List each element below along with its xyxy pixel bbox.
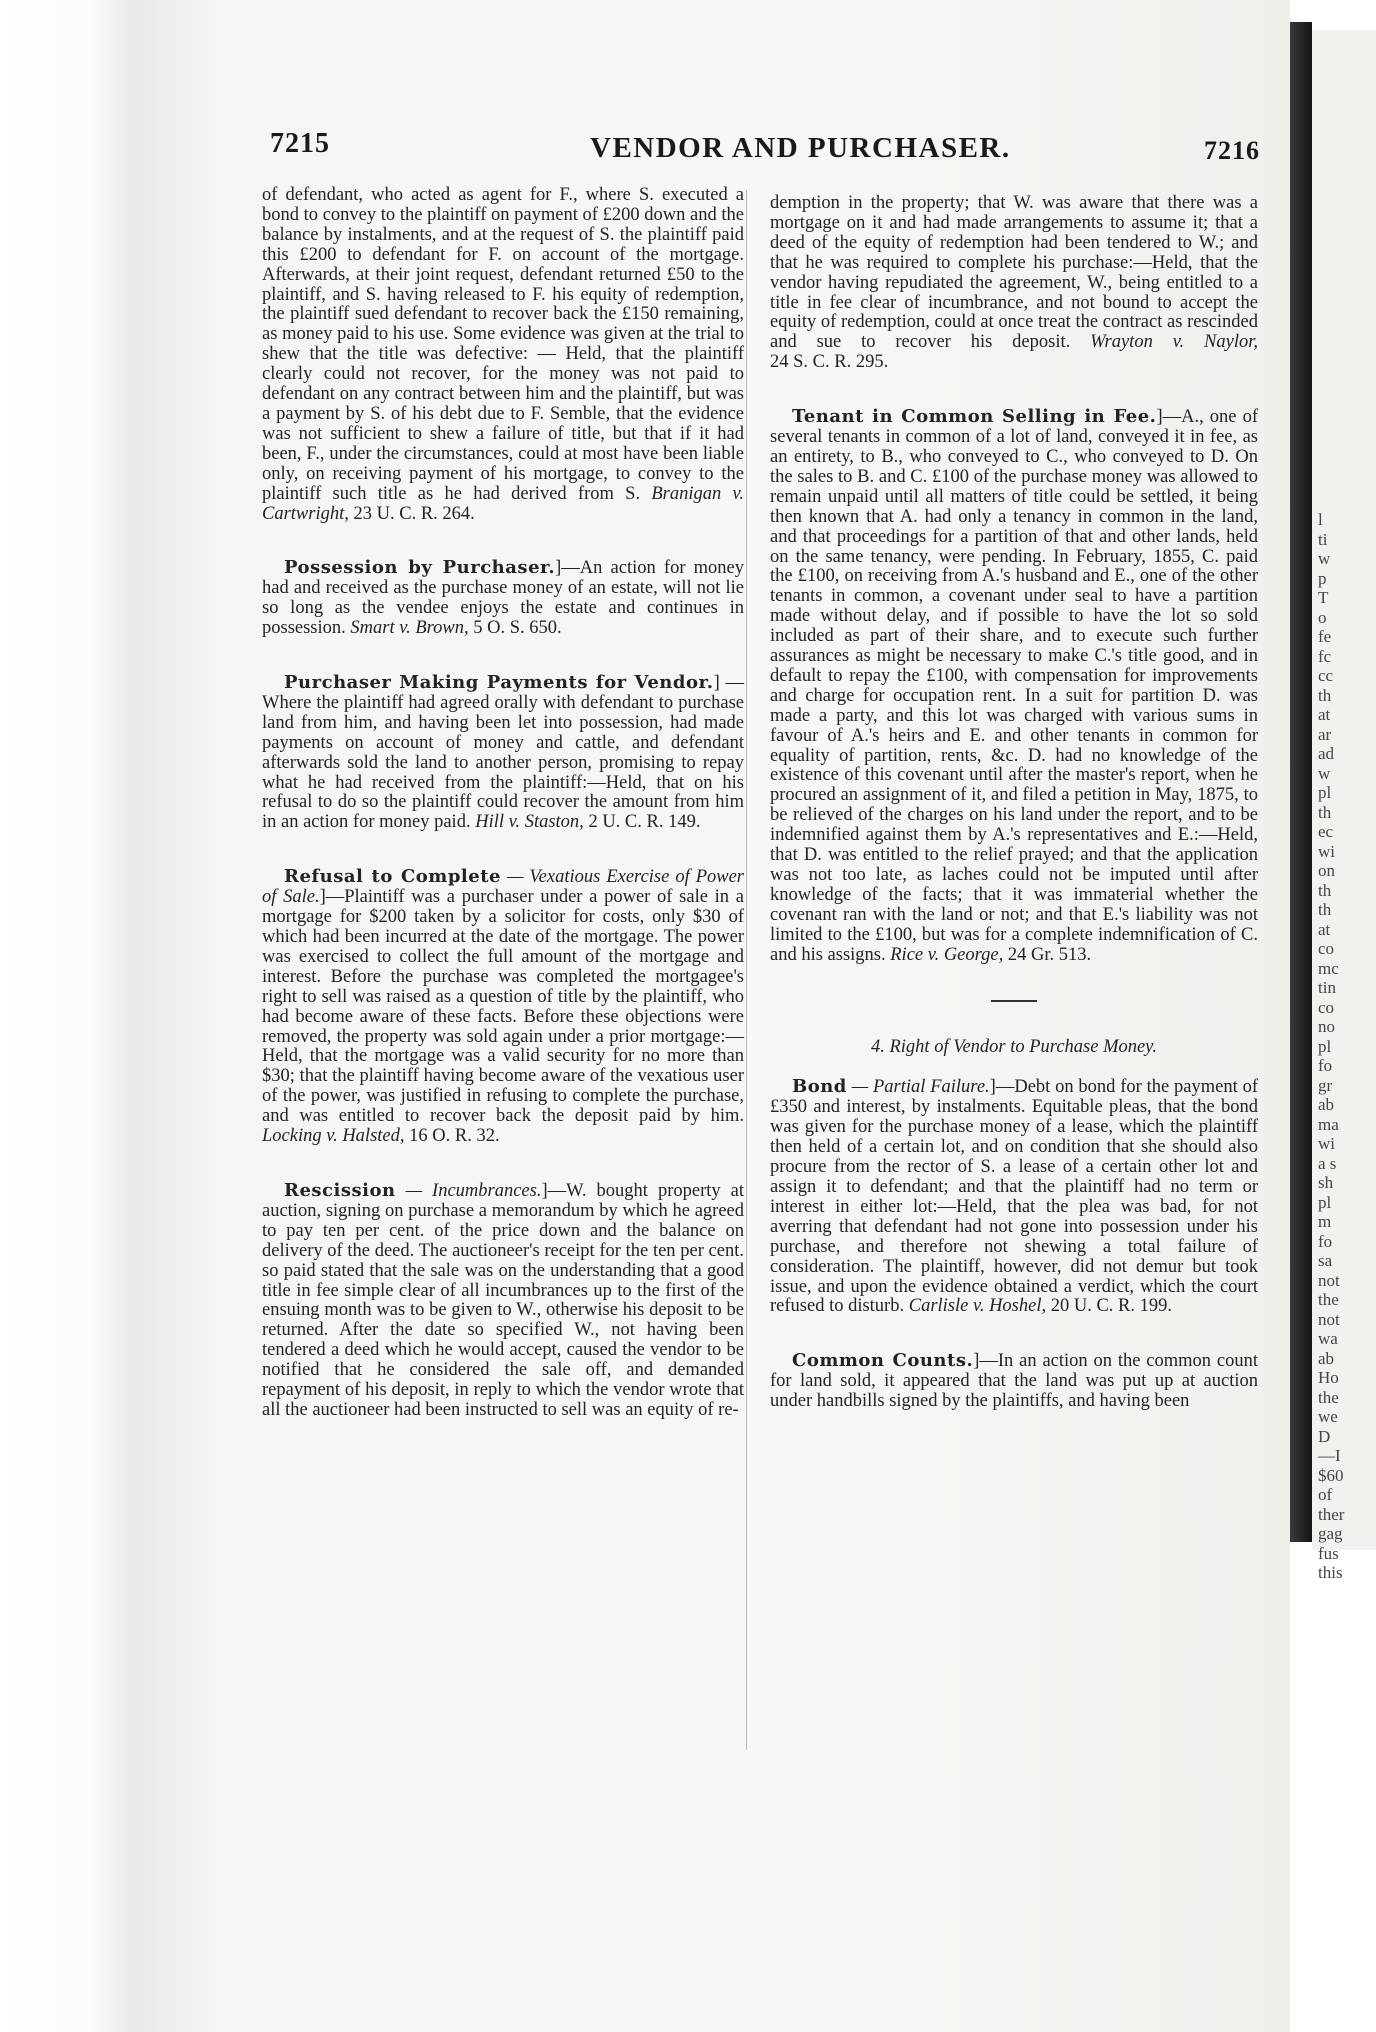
adjacent-page-fragment: p xyxy=(1318,568,1327,588)
adjacent-page-fragment: w xyxy=(1318,763,1331,783)
entry-text: ]—An action for money had and received as the purchase money of an estate, will not lie so long as the vendee enjoys the estate and continues in possession. xyxy=(262,558,744,639)
adjacent-page-fragment: th xyxy=(1318,685,1332,705)
adjacent-page-fragment: a s xyxy=(1318,1153,1337,1173)
entry-text: of defendant, who acted as agent for F., where S. executed a bond to convey to the plaintiff on payment of £200 down and the balance by instalments, and at the request of S. the plaintiff paid this £200 to defendant for F. on account of the mortgage. Afterwards, at their joint request, defendant returned £50 to the plaintiff, and S. having released to F. his equity of redemption, the plaintiff sued defendant to recover back the £150 remaining, as money paid to his use. Some evidence was given at the trial to shew that the title was defective: — Held, that the plaintiff clearly could not recover, for the money was not paid to defendant on any contract between him and the plaintiff, but was a payment by S. of his debt due to F. Semble, that the evidence was not sufficient to shew a failure of title, but that if it had been, F., under the circumstances, could at most have been liable only, on receiving payment of his mortgage, to convey to the plaintiff such title as he had derived from S. xyxy=(262,185,744,504)
case-name: Smart v. Brown, xyxy=(350,618,469,639)
case-name: Locking v. Halsted, xyxy=(262,1126,405,1147)
adjacent-page-fragment: fe xyxy=(1318,627,1332,646)
adjacent-page-fragment: fo xyxy=(1318,1056,1333,1075)
adjacent-page-fragment: tin xyxy=(1318,978,1336,997)
citation: 23 U. C. R. 264. xyxy=(353,503,475,524)
adjacent-page-fragment: Ho xyxy=(1318,1368,1339,1387)
digest-entry-bond xyxy=(770,1077,1258,1317)
adjacent-page-fragment: ma xyxy=(1318,1114,1339,1134)
adjacent-page-fragment: no xyxy=(1318,1017,1335,1036)
digest-entry-common-counts xyxy=(770,1351,1258,1412)
entry-heading: Tenant in Common Selling in Fee. xyxy=(792,406,1157,428)
adjacent-page-fragment: this xyxy=(1318,1563,1343,1582)
adjacent-page-fragment: th xyxy=(1318,802,1332,822)
adjacent-page-fragment: on xyxy=(1318,861,1335,880)
digest-entry-continuation xyxy=(770,194,1258,373)
citation: 24 S. C. R. 295. xyxy=(770,352,889,373)
adjacent-page-fragment: ti xyxy=(1318,529,1328,549)
entry-subheading: — Vexatious Exercise of Power of Sale. xyxy=(262,867,745,908)
adjacent-page-fragment: th xyxy=(1318,880,1332,900)
adjacent-page-fragment: pl xyxy=(1318,783,1332,802)
left-column xyxy=(262,186,744,1455)
adjacent-page-fragment: ad xyxy=(1318,744,1335,763)
entry-heading: Common Counts. xyxy=(792,1350,974,1372)
adjacent-page-fragment: ec xyxy=(1318,822,1334,841)
right-page-number: 7216 xyxy=(1204,136,1260,165)
citation: 16 O. R. 32. xyxy=(409,1126,500,1147)
entry-heading: Possession by Purchaser. xyxy=(284,557,556,579)
entry-text: ] — Where the plaintiff had agreed orally with defendant to purchase land from him, and having been let into possession, had made payments on account of money and cattle, and defendant afterwards sold the land to another person, promising to repay what he had received from the plaintiff:—Held, that on his refusal to do so the plaintiff could recover the amount from him in an action for money paid. xyxy=(262,673,744,833)
adjacent-page-fragment: wa xyxy=(1318,1329,1338,1348)
adjacent-page-fragment: sa xyxy=(1318,1251,1333,1270)
adjacent-page-fragment: of xyxy=(1318,1485,1333,1504)
entry-text: ]—In an action on the common count for land sold, it appeared that the land was put up at auction under handbills signed by the plaintiffs, and having been xyxy=(770,1351,1258,1412)
case-name: Branigan v. Cartwright, xyxy=(262,483,745,524)
adjacent-page-fragment: gr xyxy=(1318,1075,1333,1095)
adjacent-page-fragment: not xyxy=(1318,1309,1340,1329)
adjacent-page-fragment: fc xyxy=(1318,646,1332,666)
adjacent-page-fragment: ar xyxy=(1318,724,1332,744)
adjacent-page-fragment: the xyxy=(1318,1290,1339,1309)
citation: 5 O. S. 650. xyxy=(473,618,562,639)
left-margin xyxy=(0,0,128,2032)
book-binding xyxy=(1290,22,1312,1542)
adjacent-page-fragment: ab xyxy=(1318,1095,1335,1114)
adjacent-page-fragment: m xyxy=(1318,1212,1332,1231)
adjacent-page-fragment: the xyxy=(1318,1387,1339,1407)
case-name: Rice v. George, xyxy=(890,944,1004,965)
adjacent-page-fragment: ab xyxy=(1318,1348,1335,1368)
citation: 20 U. C. R. 199. xyxy=(1050,1296,1173,1317)
column-divider xyxy=(746,190,747,1750)
entry-heading: Refusal to Complete xyxy=(284,866,501,888)
entry-text: ]—Debt on bond for the payment of £350 and interest, by instalments. Equitable pleas, that the bond was given for the purchase money of a lease, which the plaintiff then held of a certain lot, and on condition that she should also procure from the rector of S. a lease of a certain other lot and assign it to defendant; and that the plaintiff had no term or interest in either lot:—Held, that the plea was bad, for not averring that defendant had not gone into possession under his purchase, and therefore not shewing a total failure of consideration. The plaintiff, however, did not demur but took issue, and upon the evidence obtained a verdict, which the court refused to disturb. xyxy=(770,1077,1258,1317)
entry-subheading: — Partial Failure. xyxy=(846,1077,990,1098)
section-rule xyxy=(991,1000,1037,1002)
adjacent-page-fragment: l xyxy=(1318,510,1323,529)
digest-entry-possession xyxy=(262,558,744,639)
entry-heading: Rescission xyxy=(284,1179,396,1201)
left-page-number: 7215 xyxy=(270,128,330,159)
case-name: Carlisle v. Hoshel, xyxy=(908,1296,1047,1317)
citation: 24 Gr. 513. xyxy=(1007,944,1092,965)
case-name: Hill v. Staston, xyxy=(475,812,584,833)
adjacent-page-fragment: gag xyxy=(1318,1524,1343,1543)
adjacent-page-fragment: not xyxy=(1318,1270,1340,1290)
digest-entry-continuation xyxy=(262,186,744,524)
adjacent-page-fragment: mc xyxy=(1318,958,1339,978)
adjacent-page-fragment: fus xyxy=(1318,1543,1339,1563)
adjacent-page-fragment: $60 xyxy=(1318,1465,1344,1485)
adjacent-page-fragment: —I xyxy=(1318,1446,1341,1465)
adjacent-page-fragment: pl xyxy=(1318,1192,1332,1212)
entry-text: ]—Plaintiff was a purchaser under a power of sale in a mortgage for $200 taken by a solicitor for costs, only $30 of which had been incurred at the date of the mortgage. The power was exercised to collect the full amount of the mortgage and interest. Before the purchase was completed the mortgagee's right to sell was raised as a question of title by the plaintiff, who had become aware of these facts. Before these objections were removed, the property was sold again under a prior mortgage:—Held, that the mortgage was a valid security for no more than $30; that the plaintiff having become aware of the vexatious user of the power, was justified in refusing to complete the purchase, and was entitled to recover back the deposit paid by him. xyxy=(262,887,744,1127)
entry-heading: Purchaser Making Payments for Vendor. xyxy=(284,672,714,694)
entry-text: ]—W. bought property at auction, signing on purchase a memorandum by which he agreed to pay ten per cent. of the price down and the balance on delivery of the deed. The auctioneer's receipt for the ten per cent. so paid stated that the sale was on the understanding that a good title in fee simple clear of all incumbrances up to the first of the ensuing month was to be given to W., otherwise his deposit to be returned. After the date so specified W., not having been tendered a deed which he would accept, caused the vendor to be notified that he considered the sale off, and demanded repayment of his deposit, in reply to which the vendor wrote that all the auctioneer had been instructed to sell was an equity of re- xyxy=(262,1180,744,1420)
adjacent-page-fragment: w xyxy=(1318,549,1331,568)
digest-entry-rescission xyxy=(262,1181,744,1421)
adjacent-page-fragment: D xyxy=(1318,1426,1331,1446)
page-header xyxy=(270,128,1260,168)
adjacent-page-fragment: we xyxy=(1318,1407,1338,1426)
entry-text: demption in the property; that W. was aware that there was a mortgage on it and had made arrangements to assume it; that a deed of the equity of redemption had been tendered to W.; and that he was required to complete his purchase:—Held, that the vendor having repudiated the agreement, W., being entitled to a title in fee clear of incumbrance, and not bound to accept the equity of redemption, could at once treat the contract as rescinded and sue to recover his deposit. xyxy=(770,193,1258,353)
adjacent-page-fragment: wi xyxy=(1318,1134,1335,1153)
section-title: 4. Right of Vendor to Purchase Money. xyxy=(870,1036,1158,1057)
adjacent-page-fragment: th xyxy=(1318,900,1332,919)
entry-subheading: — Incumbrances. xyxy=(395,1180,542,1201)
adjacent-page-fragment: pl xyxy=(1318,1036,1332,1056)
adjacent-page-fragment: at xyxy=(1318,705,1331,724)
adjacent-page-fragment: fo xyxy=(1318,1231,1333,1251)
citation: 2 U. C. R. 149. xyxy=(588,812,701,833)
adjacent-page-fragment: wi xyxy=(1318,841,1335,861)
adjacent-page-fragment: co xyxy=(1318,939,1335,958)
adjacent-page-fragment: o xyxy=(1318,607,1327,627)
adjacent-page-fragment: co xyxy=(1318,997,1335,1017)
adjacent-page-fragment: T xyxy=(1318,588,1329,607)
digest-entry-tenant xyxy=(770,407,1258,965)
entry-text: ]—A., one of several tenants in common of a lot of land, conveyed it in fee, as an entirety, to B., who conveyed to C., who conveyed to D. On the sales to B. and C. £100 of the purchase money was allowed to remain unpaid until all matters of title could be settled, it being then known that A. had only a tenancy in common in the land, and that proceedings for a partition of that and other lands, held on the same tenancy, were pending. In February, 1855, C. paid the £100, on receiving from A.'s husband and E., one of the other tenants in common, a covenant under seal to have a partition made without delay, and if possible to have the lot so sold included as part of their share, and to execute such further assurances as might be necessary to make C.'s title good, and in default to repay the £100, with compensation for improvements and charge for occupation rent. In a suit for partition D. was made a party, and this lot was charged with various sums in favour of A.'s heirs and E. and other tenants in common for equality of partition, rents, &c. D. had no knowledge of the existence of this covenant until after the master's report, when he procured an assignment of it, and filed a petition in May, 1875, to be relieved of the charges on his land under the report, and to be indemnified against them by A.'s representatives and E.:—Held, that D. was entitled to the relief prayed; and that the application was not too late, as laches could not be imputed until after knowledge of the facts; that it was immaterial whether the covenant ran with the land or not; and that E.'s liability was not limited to the £100, but was for a complete indemnification of C. and his assigns. xyxy=(770,407,1258,965)
adjacent-page-edge xyxy=(1312,30,1376,1582)
right-column xyxy=(770,194,1258,1446)
digest-entry-purchaser-payments xyxy=(262,673,744,833)
adjacent-page-fragment: cc xyxy=(1318,666,1334,685)
adjacent-page-fragment: ther xyxy=(1318,1504,1345,1524)
running-title: VENDOR AND PURCHASER. xyxy=(590,132,1011,164)
adjacent-page-fragment: at xyxy=(1318,919,1331,939)
case-name: Wrayton v. Naylor, xyxy=(1090,332,1258,353)
digest-entry-refusal xyxy=(262,867,744,1147)
adjacent-page-fragment: sh xyxy=(1318,1173,1334,1192)
entry-heading: Bond xyxy=(792,1076,847,1098)
